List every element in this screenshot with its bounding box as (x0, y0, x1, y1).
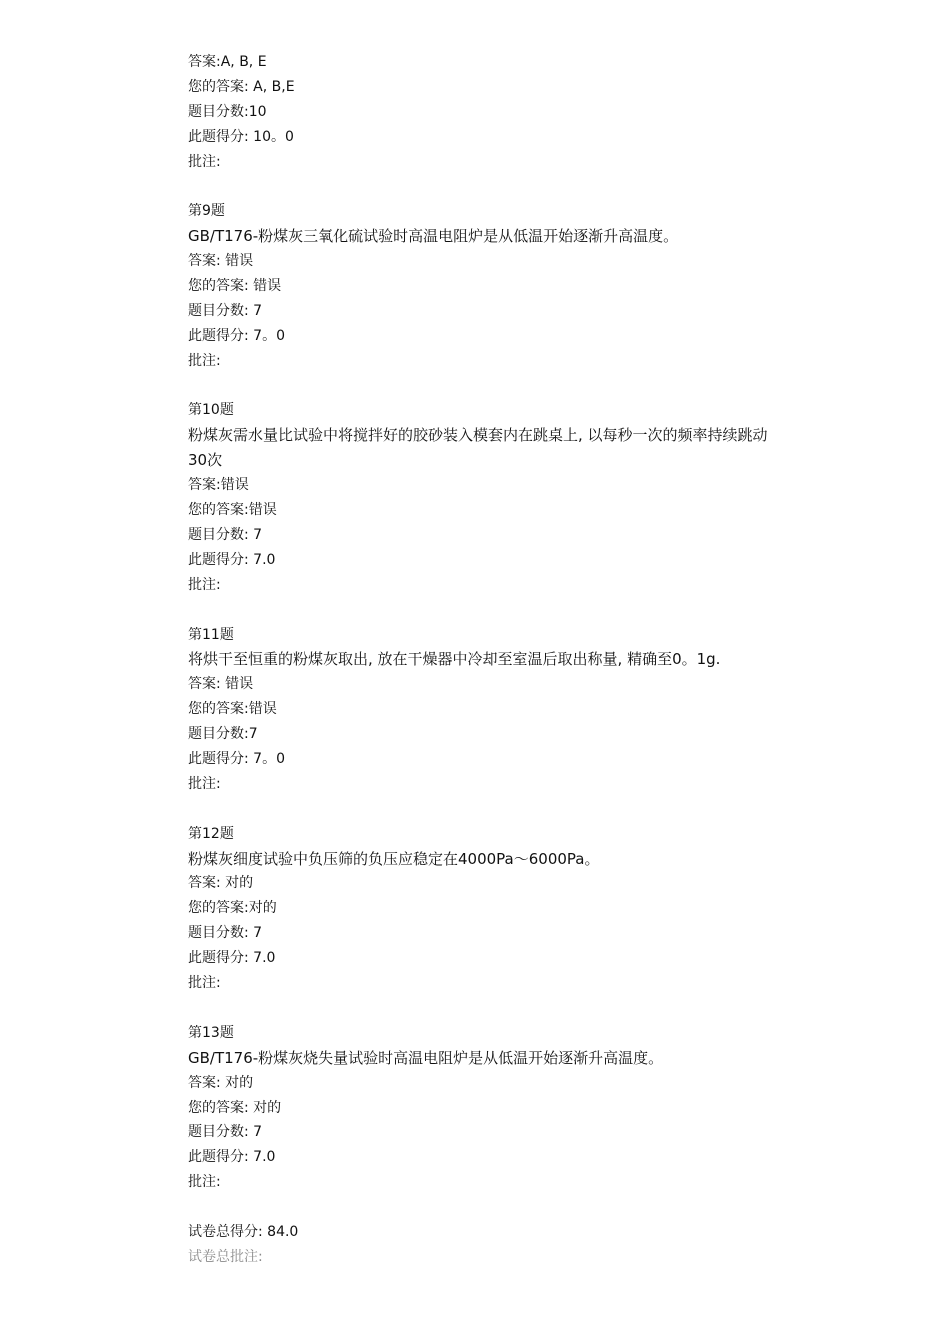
earned-score: 此题得分: 10。0 (188, 128, 294, 145)
question-12 (188, 822, 768, 996)
comment-label: 批注: (188, 352, 221, 369)
comment-label: 批注: (188, 775, 221, 792)
spacer (188, 1195, 768, 1220)
question-text: 粉煤灰需水量比试验中将搅拌好的胶砂装入模套内在跳桌上, 以每秒一次的频率持续跳动30次 (188, 426, 768, 470)
spacer (188, 174, 768, 199)
correct-answer: 答案:A, B, E (188, 54, 267, 70)
exam-summary (188, 1220, 768, 1270)
question-score: 题目分数: 7 (188, 925, 263, 942)
comment-label: 批注: (188, 1174, 221, 1191)
your-answer: 您的答案: 错误 (188, 278, 282, 295)
correct-answer: 答案: 对的 (188, 875, 254, 892)
total-comment-label: 试卷总批注: (188, 1248, 263, 1265)
question-score: 题目分数: 7 (188, 1124, 263, 1141)
earned-score: 此题得分: 7.0 (188, 1149, 276, 1166)
earned-score: 此题得分: 7。0 (188, 751, 285, 767)
total-score: 试卷总得分: 84.0 (188, 1223, 299, 1240)
question-10 (188, 398, 768, 597)
question-score: 题目分数: 7 (188, 302, 263, 319)
comment-label: 批注: (188, 576, 221, 593)
your-answer: 您的答案:对的 (188, 900, 277, 917)
question-text: GB/T176-粉煤灰烧失量试验时高温电阻炉是从低温开始逐渐升高温度。 (188, 1048, 664, 1067)
question-number: 第13题 (188, 1024, 234, 1041)
question-number: 第10题 (188, 402, 234, 419)
exam-result-page (188, 50, 768, 1270)
earned-score: 此题得分: 7.0 (188, 551, 276, 568)
question-number: 第11题 (188, 626, 234, 643)
comment-label: 批注: (188, 975, 221, 992)
your-answer: 您的答案: 对的 (188, 1099, 282, 1116)
your-answer: 您的答案: A, B,E (188, 78, 295, 95)
question-13 (188, 1021, 768, 1195)
question-text: GB/T176-粉煤灰三氧化硫试验时高温电阻炉是从低温开始逐渐升高温度。 (188, 227, 679, 246)
correct-answer: 答案: 错误 (188, 676, 254, 693)
spacer (188, 374, 768, 399)
question-11 (188, 623, 768, 797)
question-text: 粉煤灰细度试验中负压筛的负压应稳定在4000Pa～6000Pa。 (188, 849, 600, 868)
earned-score: 此题得分: 7.0 (188, 950, 276, 967)
comment-label: 批注: (188, 153, 221, 170)
earned-score: 此题得分: 7。0 (188, 327, 285, 344)
question-score: 题目分数:7 (188, 726, 258, 743)
spacer (188, 996, 768, 1021)
correct-answer: 答案: 对的 (188, 1074, 254, 1091)
spacer (188, 797, 768, 822)
question-9 (188, 199, 768, 373)
your-answer: 您的答案:错误 (188, 502, 277, 519)
spacer (188, 598, 768, 623)
question-score: 题目分数: 7 (188, 526, 263, 543)
question-score: 题目分数:10 (188, 103, 267, 120)
question-number: 第12题 (188, 825, 234, 842)
correct-answer: 答案: 错误 (188, 253, 254, 270)
your-answer: 您的答案:错误 (188, 701, 277, 718)
question-8-tail (188, 50, 768, 174)
question-text: 将烘干至恒重的粉煤灰取出, 放在干燥器中冷却至室温后取出称量, 精确至0。1g. (188, 650, 721, 669)
question-number: 第9题 (188, 203, 225, 220)
correct-answer: 答案:错误 (188, 477, 249, 494)
